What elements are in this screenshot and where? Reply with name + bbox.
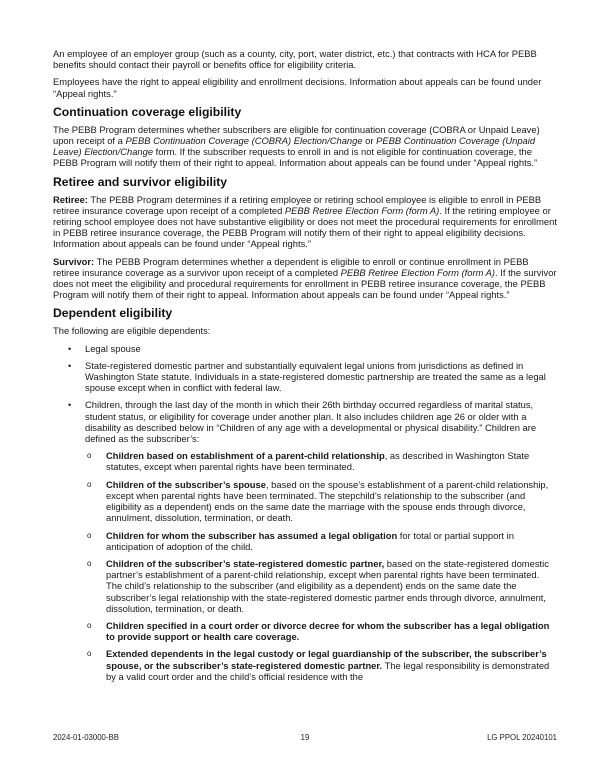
dependent-intro: The following are eligible dependents: — [53, 325, 211, 337]
list-item: • State-registered domestic partner and substantially equivalent legal unions from jurisdictions as defined in Washington State statute. Individuals in a state-registered domestic partnership are treated the same as a legal spouse except when in conflict with federal law. — [68, 359, 546, 394]
intro-paragraph-appeal: Employees have the right to appeal eligibility and enrollment decisions. Information about appeals can be found under “Appeal rights.” — [53, 76, 542, 99]
sub-list-item: o Children for whom the subscriber has assumed a legal obligation for total or partial support in anticipation of adoption of the child. — [87, 529, 514, 552]
list-item: • Legal spouse — [68, 342, 141, 354]
survivor-label: Survivor: — [53, 255, 95, 267]
heading-continuation-coverage: Continuation coverage eligibility — [53, 104, 242, 119]
page-footer — [53, 733, 557, 745]
retiree-label: Retiree: — [53, 193, 88, 205]
children-definition-list — [85, 450, 557, 682]
dependent-list — [53, 343, 557, 682]
bullet-icon: • — [68, 359, 72, 371]
sub-list-item: o Children based on establishment of a parent-child relationship, as described in Washington State statutes, except when parental rights have been terminated. — [87, 450, 530, 473]
heading-retiree-survivor: Retiree and survivor eligibility — [53, 174, 228, 189]
sub-list-item: o Children of the subscriber’s state-registered domestic partner, based on the state-registered domestic partner’s establishment of a parent-child relationship, except when parental rights have been terminated. The child’s relationship to the subscriber (and eligibility as a dependent) ends on the same date the subscriber’s legal relationship with the state-registered domestic partner ends through divorce, annulment, dissolution, termination, or death. — [87, 557, 549, 614]
form-name-retiree-election: PEBB Retiree Election Form (form A) — [340, 266, 496, 278]
hollow-bullet-icon: o — [87, 530, 92, 540]
document-id: 2024-01-03000-BB — [53, 733, 119, 742]
sub-list-item: o Children specified in a court order or divorce decree for whom the subscriber has a legal obligation to provide support or health care coverage. — [87, 619, 550, 643]
bullet-icon: • — [68, 399, 72, 411]
list-item: • Children, through the last day of the month in which their 26th birthday occurred regardless of marital status, student status, or eligibility for coverage under another plan. It also includes children age 26 or older with a disability as described below in “Children of any age with a developmental or physical disability.” Children are defined as the subscriber’s: o Children based on establishment of a parent-child relationship, as described in Washington State statutes, except when parental rights have been terminated. o Children of the subscriber’s spouse, based on the spouse’s establishment of a parent-child relationship, except when parental rights have been terminated. The stepchild’s relationship to the subscriber (and eligibility as a dependent) ends on the same date the marriage with the spouse ends through divorce, annulment, dissolution, termination, or death. o Children for whom the subscriber has assumed a legal obligation for total or partial support in anticipation of adoption of the child. o Children of the subscriber’s state-registered domestic partner, based on the state-registered domestic partner’s establishment of a parent-child relationship, except when parental rights have been terminated. The child’s relationship to the subscriber (and eligibility as a dependent) ends on the same date the subscriber’s legal relationship with the state-registered domestic partner ends through divorce, annulment, dissolution, termination, or death. o Children specified in a court order or divorce decree for whom the subscriber has a legal obligation to provide support or health care coverage. o Extended dependents in the legal custody or legal guardianship of the subscriber, the subscriber’s spouse, or the subscriber’s state-registered domestic partner. The legal responsibility is demonstrated by a valid court order and the child’s official residence with the — [53, 399, 557, 681]
hollow-bullet-icon: o — [87, 649, 92, 659]
heading-dependent-eligibility: Dependent eligibility — [53, 306, 173, 321]
hollow-bullet-icon: o — [87, 558, 92, 568]
sub-list-item: o Extended dependents in the legal custody or legal guardianship of the subscriber, the subscriber’s spouse, or the subscriber’s state-registered domestic partner. The legal responsibility is demonstrated by a valid court order and the child’s official residence with the — [87, 648, 550, 682]
page-number: 19 — [300, 733, 310, 742]
retiree-paragraph: Retiree: The PEBB Program determines if a retiring employee or retiring school employee is eligible to enroll in PEBB retiree insurance coverage upon receipt of a completed PEBB Retiree Election Form (form A). If the retiring employee or retiring school employee does not have substantive eligibility or does not meet the procedural requirements for enrollment in PEBB retiree insurance coverage, the PEBB Program will notify them of their right to appeal eligibility decisions. Information about appeals can be found under “Appeal rights.” — [53, 193, 557, 250]
continuation-paragraph: The PEBB Program determines whether subscribers are eligible for continuation coverage (COBRA or Unpaid Leave) upon receipt of a PEBB Continuation Coverage (COBRA) Election/Change or PEBB Continuation Coverage (Unpaid Leave) Election/Change form. If the subscriber requests to enroll in and is not eligible for continuation coverage, the PEBB Program will notify them of their right to appeal. Information about appeals can be found under “Appeal rights.” — [53, 123, 540, 169]
intro-paragraph-employer-group: An employee of an employer group (such as a county, city, port, water district, etc.) that contracts with HCA for PEBB benefits should contact their payroll or benefits office for eligibility criteria. — [53, 48, 537, 71]
form-name-unpaid-leave: PEBB Continuation Coverage (Unpaid Leave) Election/Change — [53, 135, 536, 158]
hollow-bullet-icon: o — [87, 451, 92, 461]
document-page — [53, 48, 557, 688]
hollow-bullet-icon: o — [87, 620, 92, 630]
form-name-cobra: PEBB Continuation Coverage (COBRA) Election/Change — [125, 135, 363, 147]
form-name-retiree-election: PEBB Retiree Election Form (form A) — [284, 204, 440, 216]
document-version: LG PPOL 20240101 — [487, 733, 557, 742]
hollow-bullet-icon: o — [87, 479, 92, 489]
bullet-icon: • — [68, 342, 72, 354]
survivor-paragraph: Survivor: The PEBB Program determines whether a dependent is eligible to enroll or continue enrollment in PEBB retiree insurance coverage as a survivor upon receipt of a completed PEBB Retiree Election Form (form A). If the survivor does not meet the eligibility and procedural requirements for enrollment in PEBB retiree insurance coverage, the PEBB Program will notify them of their right to appeal. Information about appeals can be found under “Appeal rights.” — [53, 255, 557, 301]
sub-list-item: o Children of the subscriber’s spouse, based on the spouse’s establishment of a parent-child relationship, except when parental rights have been terminated. The stepchild’s relationship to the subscriber (and eligibility as a dependent) ends on the same date the marriage with the spouse ends through divorce, annulment, dissolution, termination, or death. — [87, 478, 549, 524]
